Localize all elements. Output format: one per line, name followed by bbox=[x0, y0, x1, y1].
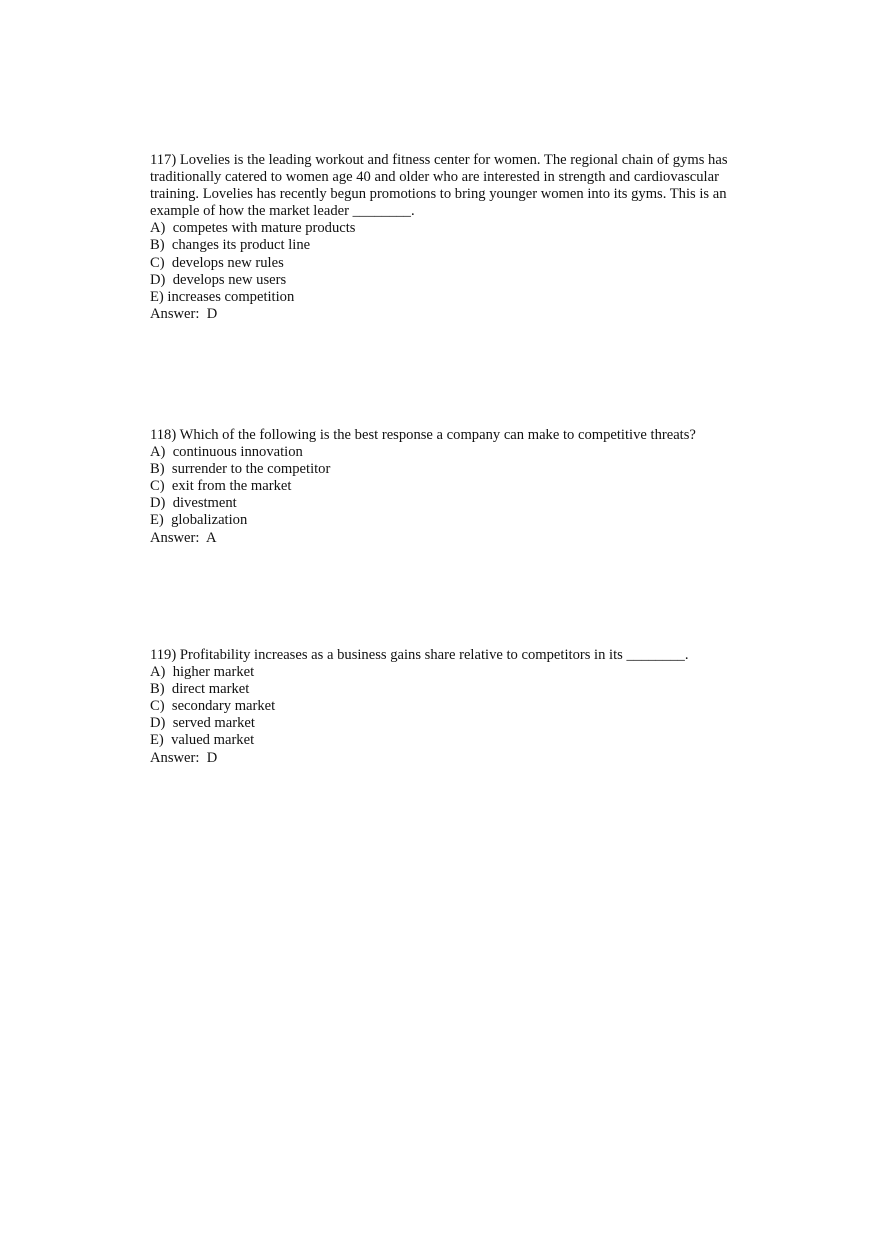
question-118 bbox=[150, 427, 730, 547]
option-b: B) surrender to the competitor bbox=[150, 461, 331, 478]
answer-key: Answer: A bbox=[150, 529, 217, 546]
option-b: B) direct market bbox=[150, 681, 250, 698]
question-stem: 117) Lovelies is the leading workout and fitness center for women. The regional chain of gyms has traditionally catered to women age 40 and older who are interested in strength and cardiovascular training. Lovelies has recently begun promotions to bring younger women into its gyms. This is an example of how the market leader ________. bbox=[150, 152, 728, 220]
option-d: D) served market bbox=[150, 715, 255, 732]
option-a: A) higher market bbox=[150, 664, 255, 681]
option-e: E) globalization bbox=[150, 512, 248, 529]
option-e: E) increases competition bbox=[150, 288, 295, 305]
option-c: C) develops new rules bbox=[150, 254, 284, 271]
option-e: E) valued market bbox=[150, 732, 255, 749]
question-119 bbox=[150, 647, 730, 767]
option-a: A) continuous innovation bbox=[150, 444, 303, 461]
answer-options bbox=[150, 664, 730, 749]
answer-options bbox=[150, 444, 730, 529]
option-a: A) competes with mature products bbox=[150, 220, 356, 237]
question-stem: 119) Profitability increases as a business gains share relative to competitors in its ________. bbox=[150, 647, 689, 663]
answer-key: Answer: D bbox=[150, 305, 218, 322]
option-b: B) changes its product line bbox=[150, 237, 311, 254]
option-d: D) develops new users bbox=[150, 271, 287, 288]
option-d: D) divestment bbox=[150, 495, 237, 512]
question-117 bbox=[150, 152, 730, 323]
option-c: C) exit from the market bbox=[150, 478, 292, 495]
question-stem: 118) Which of the following is the best response a company can make to competitive threats? bbox=[150, 427, 696, 443]
answer-options bbox=[150, 220, 730, 305]
answer-key: Answer: D bbox=[150, 749, 218, 766]
option-c: C) secondary market bbox=[150, 698, 276, 715]
